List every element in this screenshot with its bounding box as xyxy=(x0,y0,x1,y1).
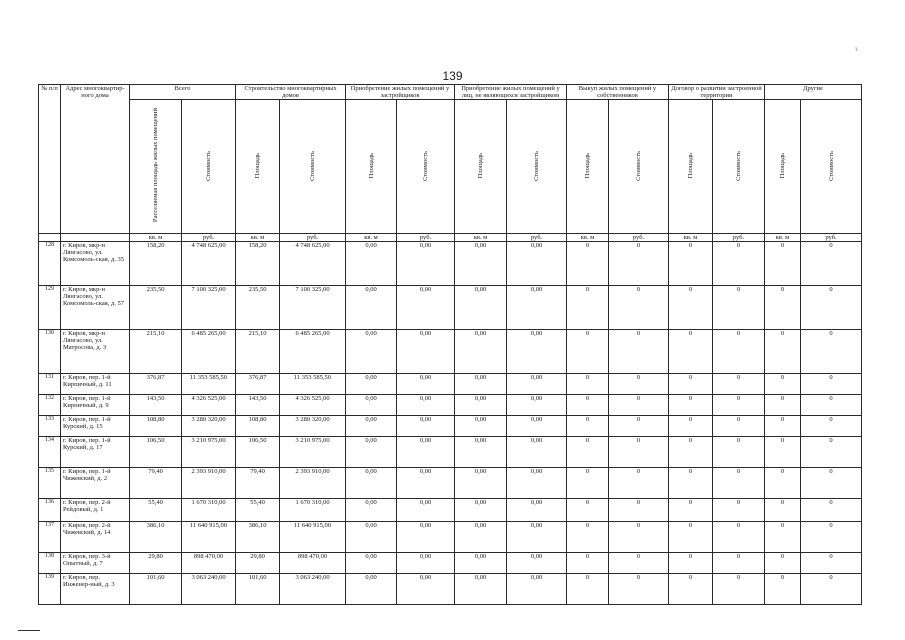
unit-cell: кв. м xyxy=(130,234,182,242)
header-sub-row xyxy=(39,100,862,234)
row-address: г. Киров, пер. 1-й Курский, д. 15 xyxy=(61,416,130,437)
value-cell: 0,00 xyxy=(507,437,567,468)
value-cell: 0 xyxy=(567,553,609,574)
value-cell: 0,00 xyxy=(507,374,567,395)
value-cell: 0 xyxy=(669,286,713,330)
value-cell: 386,10 xyxy=(236,522,280,553)
value-cell: 0 xyxy=(713,286,765,330)
value-cell: 3 280 320,00 xyxy=(182,416,236,437)
column-subheader xyxy=(507,100,567,234)
value-cell: 0,00 xyxy=(346,468,397,499)
value-cell: 0 xyxy=(765,522,801,553)
unit-cell: кв. м xyxy=(346,234,397,242)
unit-cell: кв. м xyxy=(669,234,713,242)
header-group: Другие xyxy=(765,85,862,100)
value-cell: 0,00 xyxy=(455,553,507,574)
column-subheader xyxy=(280,100,346,234)
value-cell: 0,00 xyxy=(346,330,397,374)
value-cell: 0 xyxy=(765,286,801,330)
value-cell: 0 xyxy=(765,499,801,522)
value-cell: 0,00 xyxy=(455,286,507,330)
value-cell: 0 xyxy=(669,374,713,395)
value-cell: 0,00 xyxy=(397,416,455,437)
value-cell: 0 xyxy=(765,437,801,468)
value-cell: 0 xyxy=(609,522,669,553)
value-cell: 0 xyxy=(801,499,862,522)
value-cell: 3 210 975,00 xyxy=(280,437,346,468)
column-subheader-label: Стоимость xyxy=(205,150,212,181)
table-row xyxy=(39,468,862,499)
value-cell: 0 xyxy=(567,242,609,286)
header-group-row xyxy=(39,85,862,100)
value-cell: 0 xyxy=(609,286,669,330)
row-address: г. Киров, пер. 1-й Кирпичный, д. 11 xyxy=(61,374,130,395)
value-cell: 0 xyxy=(609,374,669,395)
row-address: г. Киров, пер. 2-й Чижевский, д. 14 xyxy=(61,522,130,553)
value-cell: 0 xyxy=(713,522,765,553)
value-cell: 0,00 xyxy=(397,522,455,553)
value-cell: 0 xyxy=(567,522,609,553)
column-subheader xyxy=(801,100,862,234)
value-cell: 0 xyxy=(801,468,862,499)
value-cell: 2 393 910,00 xyxy=(182,468,236,499)
value-cell: 235,50 xyxy=(130,286,182,330)
value-cell: 0 xyxy=(801,416,862,437)
column-subheader-label: Стоимость xyxy=(635,150,642,181)
value-cell: 158,20 xyxy=(236,242,280,286)
value-cell: 0,00 xyxy=(346,374,397,395)
value-cell: 0,00 xyxy=(455,416,507,437)
column-subheader-label: Стоимость xyxy=(422,150,429,181)
table-row xyxy=(39,437,862,468)
value-cell: 0,00 xyxy=(397,553,455,574)
value-cell: 0 xyxy=(713,553,765,574)
column-subheader xyxy=(609,100,669,234)
value-cell: 55,40 xyxy=(236,499,280,522)
value-cell: 0 xyxy=(801,330,862,374)
value-cell: 0 xyxy=(713,374,765,395)
column-subheader-label: Стоимость xyxy=(309,150,316,181)
value-cell: 0 xyxy=(713,395,765,416)
row-number: 130 xyxy=(39,330,61,374)
column-subheader xyxy=(346,100,397,234)
value-cell: 898 470,00 xyxy=(280,553,346,574)
column-subheader xyxy=(567,100,609,234)
value-cell: 0 xyxy=(669,553,713,574)
header-num: № п/п xyxy=(39,85,61,234)
column-subheader xyxy=(765,100,801,234)
row-number: 138 xyxy=(39,553,61,574)
row-number: 133 xyxy=(39,416,61,437)
unit-cell: кв. м xyxy=(567,234,609,242)
value-cell: 0,00 xyxy=(507,574,567,605)
value-cell: 0 xyxy=(801,286,862,330)
value-cell: 79,40 xyxy=(236,468,280,499)
value-cell: 0 xyxy=(567,286,609,330)
value-cell: 0 xyxy=(609,395,669,416)
row-address: г. Киров, пер. 1-й Кирпичный, д. 9 xyxy=(61,395,130,416)
value-cell: 0,00 xyxy=(346,553,397,574)
value-cell: 0,00 xyxy=(346,437,397,468)
row-address: г. Киров, пер. 1-й Чижевский, д. 2 xyxy=(61,468,130,499)
value-cell: 0,00 xyxy=(455,395,507,416)
table-row xyxy=(39,395,862,416)
unit-cell: руб. xyxy=(280,234,346,242)
value-cell: 0 xyxy=(609,574,669,605)
column-subheader-label: Площадь xyxy=(367,152,375,179)
row-address: г. Киров, мкр-н Лянгасово, ул. Матросова, д. 3 xyxy=(61,330,130,374)
value-cell: 0 xyxy=(567,437,609,468)
value-cell: 0,00 xyxy=(397,374,455,395)
value-cell: 6 485 265,00 xyxy=(280,330,346,374)
value-cell: 0 xyxy=(609,330,669,374)
value-cell: 7 100 325,00 xyxy=(280,286,346,330)
value-cell: 0 xyxy=(669,330,713,374)
column-subheader xyxy=(713,100,765,234)
value-cell: 108,80 xyxy=(130,416,182,437)
value-cell: 2 393 910,00 xyxy=(280,468,346,499)
row-address: г. Киров, мкр-н Лянгасово, ул. Комсомоль-ская, д. 35 xyxy=(61,242,130,286)
column-subheader-label: Площадь xyxy=(687,152,694,179)
value-cell: 0,00 xyxy=(346,522,397,553)
row-number: 131 xyxy=(39,374,61,395)
value-cell: 0 xyxy=(801,395,862,416)
value-cell: 0,00 xyxy=(507,330,567,374)
value-cell: 0,00 xyxy=(455,330,507,374)
unit-cell: руб. xyxy=(801,234,862,242)
value-cell: 0 xyxy=(567,374,609,395)
value-cell: 0,00 xyxy=(455,437,507,468)
column-subheader-label: Расселяемая площадь жилых помещений xyxy=(152,108,159,223)
value-cell: 79,40 xyxy=(130,468,182,499)
value-cell: 0 xyxy=(669,499,713,522)
value-cell: 106,50 xyxy=(130,437,182,468)
value-cell: 0 xyxy=(801,553,862,574)
row-address: г. Киров, пер. 1-й Курский, д. 17 xyxy=(61,437,130,468)
value-cell: 0,00 xyxy=(507,242,567,286)
unit-cell: руб. xyxy=(713,234,765,242)
value-cell: 0,00 xyxy=(346,242,397,286)
row-number: 135 xyxy=(39,468,61,499)
value-cell: 0,00 xyxy=(455,468,507,499)
row-number: 129 xyxy=(39,286,61,330)
column-subheader xyxy=(397,100,455,234)
value-cell: 0 xyxy=(713,437,765,468)
value-cell: 0 xyxy=(801,242,862,286)
value-cell: 215,10 xyxy=(130,330,182,374)
value-cell: 0 xyxy=(609,437,669,468)
column-subheader-label: Стоимость xyxy=(827,150,835,181)
value-cell: 0 xyxy=(713,242,765,286)
value-cell: 3 210 975,00 xyxy=(182,437,236,468)
value-cell: 1 670 310,00 xyxy=(182,499,236,522)
value-cell: 6 485 265,00 xyxy=(182,330,236,374)
table-row xyxy=(39,330,862,374)
value-cell: 0 xyxy=(609,553,669,574)
table-row xyxy=(39,374,862,395)
row-address: г. Киров, пер. 3-й Опытный, д. 7 xyxy=(61,553,130,574)
header-address: Адрес многоквартир-ного дома xyxy=(61,85,130,234)
value-cell: 0 xyxy=(567,499,609,522)
value-cell: 0 xyxy=(669,242,713,286)
margin-mark: ˀ xyxy=(855,48,858,55)
value-cell: 0,00 xyxy=(346,574,397,605)
unit-cell: руб. xyxy=(397,234,455,242)
row-number: 128 xyxy=(39,242,61,286)
value-cell: 0 xyxy=(669,416,713,437)
unit-cell: кв. м xyxy=(236,234,280,242)
column-subheader-label: Площадь xyxy=(779,152,786,179)
value-cell: 0 xyxy=(567,468,609,499)
column-subheader-label: Площадь xyxy=(584,152,591,179)
table-row xyxy=(39,574,862,605)
value-cell: 0,00 xyxy=(397,468,455,499)
value-cell: 0 xyxy=(669,437,713,468)
value-cell: 143,50 xyxy=(236,395,280,416)
value-cell: 11 353 585,50 xyxy=(280,374,346,395)
table-row xyxy=(39,499,862,522)
value-cell: 101,60 xyxy=(130,574,182,605)
value-cell: 0,00 xyxy=(397,286,455,330)
value-cell: 0 xyxy=(765,374,801,395)
value-cell: 0,00 xyxy=(346,395,397,416)
column-subheader-label: Площадь xyxy=(254,152,261,179)
value-cell: 0,00 xyxy=(397,242,455,286)
value-cell: 0,00 xyxy=(507,286,567,330)
value-cell: 0 xyxy=(713,499,765,522)
value-cell: 0 xyxy=(713,330,765,374)
unit-cell: руб. xyxy=(507,234,567,242)
column-subheader xyxy=(130,100,182,234)
value-cell: 0,00 xyxy=(397,330,455,374)
value-cell: 0 xyxy=(713,416,765,437)
value-cell: 0 xyxy=(669,574,713,605)
table-row xyxy=(39,553,862,574)
column-subheader-label: Площадь xyxy=(477,152,484,179)
table-row xyxy=(39,416,862,437)
unit-cell: кв. м xyxy=(765,234,801,242)
value-cell: 0,00 xyxy=(507,499,567,522)
row-address: г. Киров, мкр-н Лянгасово, ул. Комсомоль-ская, д. 57 xyxy=(61,286,130,330)
table-row xyxy=(39,522,862,553)
value-cell: 0 xyxy=(765,242,801,286)
value-cell: 0,00 xyxy=(455,522,507,553)
value-cell: 3 280 320,00 xyxy=(280,416,346,437)
value-cell: 1 670 310,00 xyxy=(280,499,346,522)
value-cell: 55,40 xyxy=(130,499,182,522)
value-cell: 11 640 915,00 xyxy=(280,522,346,553)
value-cell: 0 xyxy=(765,468,801,499)
value-cell: 0 xyxy=(609,242,669,286)
units-blank xyxy=(39,234,61,242)
value-cell: 0,00 xyxy=(397,395,455,416)
units-blank xyxy=(61,234,130,242)
value-cell: 106,50 xyxy=(236,437,280,468)
value-cell: 3 063 240,00 xyxy=(280,574,346,605)
value-cell: 0 xyxy=(713,468,765,499)
value-cell: 0,00 xyxy=(455,374,507,395)
value-cell: 4 326 525,00 xyxy=(280,395,346,416)
value-cell: 0 xyxy=(669,395,713,416)
value-cell: 235,50 xyxy=(236,286,280,330)
row-number: 136 xyxy=(39,499,61,522)
column-subheader-label: Стоимость xyxy=(735,150,742,181)
value-cell: 0,00 xyxy=(455,499,507,522)
page-number: 139 xyxy=(442,69,463,83)
value-cell: 0 xyxy=(609,416,669,437)
value-cell: 0,00 xyxy=(346,416,397,437)
value-cell: 0 xyxy=(567,574,609,605)
value-cell: 376,87 xyxy=(130,374,182,395)
value-cell: 101,60 xyxy=(236,574,280,605)
value-cell: 0 xyxy=(669,522,713,553)
value-cell: 0 xyxy=(801,574,862,605)
value-cell: 11 640 915,00 xyxy=(182,522,236,553)
value-cell: 108,80 xyxy=(236,416,280,437)
row-number: 134 xyxy=(39,437,61,468)
value-cell: 0,00 xyxy=(455,574,507,605)
value-cell: 29,80 xyxy=(130,553,182,574)
value-cell: 0 xyxy=(765,416,801,437)
value-cell: 215,10 xyxy=(236,330,280,374)
column-subheader-label: Стоимость xyxy=(533,150,540,181)
table-row xyxy=(39,286,862,330)
value-cell: 4 326 525,00 xyxy=(182,395,236,416)
value-cell: 0,00 xyxy=(397,499,455,522)
column-subheader xyxy=(455,100,507,234)
value-cell: 0 xyxy=(567,416,609,437)
table-row xyxy=(39,242,862,286)
value-cell: 898 470,00 xyxy=(182,553,236,574)
value-cell: 0,00 xyxy=(455,242,507,286)
column-subheader xyxy=(236,100,280,234)
value-cell: 0,00 xyxy=(346,499,397,522)
value-cell: 0,00 xyxy=(397,437,455,468)
value-cell: 0,00 xyxy=(507,416,567,437)
table-body xyxy=(39,242,862,605)
value-cell: 0,00 xyxy=(507,553,567,574)
unit-cell: руб. xyxy=(182,234,236,242)
header-group: Выкуп жилых помещений у собственников xyxy=(567,85,669,100)
value-cell: 0 xyxy=(567,330,609,374)
header-group: Договор о развитии застроенной территории xyxy=(669,85,765,100)
unit-cell: кв. м xyxy=(455,234,507,242)
value-cell: 0 xyxy=(801,437,862,468)
value-cell: 4 748 625,00 xyxy=(182,242,236,286)
value-cell: 0 xyxy=(567,395,609,416)
units-row xyxy=(39,234,862,242)
value-cell: 158,20 xyxy=(130,242,182,286)
unit-cell: руб. xyxy=(609,234,669,242)
value-cell: 386,10 xyxy=(130,522,182,553)
value-cell: 11 353 585,50 xyxy=(182,374,236,395)
row-address: г. Киров, пер. Инженер-ный, д. 3 xyxy=(61,574,130,605)
value-cell: 29,80 xyxy=(236,553,280,574)
value-cell: 0,00 xyxy=(397,574,455,605)
value-cell: 0 xyxy=(609,468,669,499)
row-number: 132 xyxy=(39,395,61,416)
row-address: г. Киров, пер. 2-й Рейдовый, д. 1 xyxy=(61,499,130,522)
value-cell: 0 xyxy=(765,574,801,605)
value-cell: 0 xyxy=(669,468,713,499)
value-cell: 4 748 625,00 xyxy=(280,242,346,286)
header-group: Приобретение жилых помещений у застройщиков xyxy=(346,85,455,100)
value-cell: 3 063 240,00 xyxy=(182,574,236,605)
value-cell: 0 xyxy=(765,395,801,416)
scan-artifact-line xyxy=(18,630,40,631)
row-number: 139 xyxy=(39,574,61,605)
value-cell: 376,87 xyxy=(236,374,280,395)
value-cell: 0 xyxy=(713,574,765,605)
column-subheader xyxy=(182,100,236,234)
value-cell: 0 xyxy=(609,499,669,522)
value-cell: 0,00 xyxy=(507,395,567,416)
resettlement-table xyxy=(38,84,862,605)
value-cell: 0,00 xyxy=(507,522,567,553)
header-group: Всего xyxy=(130,85,236,100)
value-cell: 0,00 xyxy=(507,468,567,499)
value-cell: 0,00 xyxy=(346,286,397,330)
value-cell: 143,50 xyxy=(130,395,182,416)
value-cell: 0 xyxy=(765,553,801,574)
value-cell: 7 100 325,00 xyxy=(182,286,236,330)
value-cell: 0 xyxy=(765,330,801,374)
value-cell: 0 xyxy=(801,522,862,553)
header-group: Приобретение жилых помещений у лиц, не являющихся застройщиком xyxy=(455,85,567,100)
column-subheader xyxy=(669,100,713,234)
value-cell: 0 xyxy=(801,374,862,395)
row-number: 137 xyxy=(39,522,61,553)
header-group: Строительство многоквартирных домов xyxy=(236,85,346,100)
